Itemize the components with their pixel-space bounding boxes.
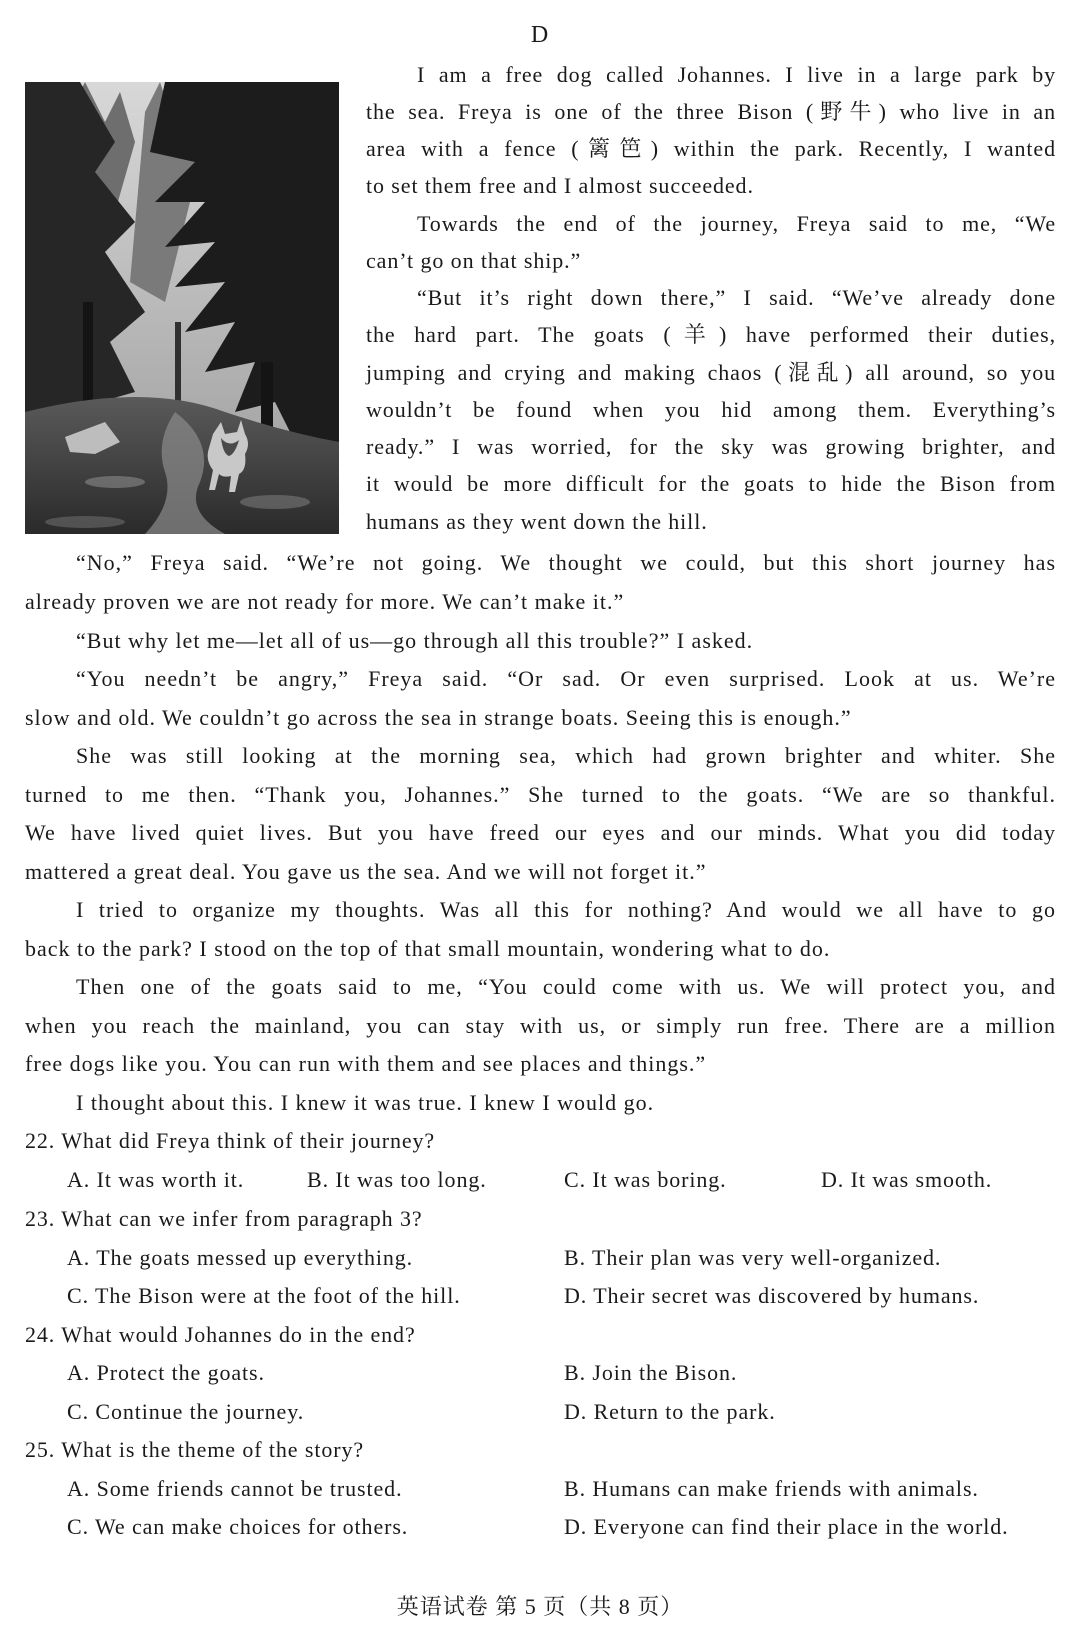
- passage-line: jumping and crying and making chaos (混乱) all around, so you: [366, 360, 1056, 385]
- passage-line: can’t go on that ship.”: [366, 248, 582, 273]
- passage-line: “But why let me—let all of us—go through all this trouble?” I asked.: [76, 628, 754, 653]
- question-24-option-c[interactable]: C. Continue the journey.: [67, 1399, 305, 1424]
- question-22-stem: 22. What did Freya think of their journey?: [25, 1128, 436, 1153]
- passage-line: ready.” I was worried, for the sky was growing brighter, and: [366, 434, 1056, 459]
- passage-line: free dogs like you. You can run with them and see places and things.”: [25, 1051, 707, 1076]
- page-footer: 英语试卷 第 5 页（共 8 页）: [396, 1594, 684, 1619]
- passage-line: it would be more difficult for the goats to hide the Bison from: [366, 471, 1056, 496]
- passage-line: I am a free dog called Johannes. I live in a large park by: [417, 62, 1056, 87]
- question-23-option-b[interactable]: B. Their plan was very well-organized.: [564, 1245, 942, 1270]
- passage-line: the hard part. The goats (羊) have performed their duties,: [366, 322, 1056, 347]
- forest-dog-illustration: [25, 82, 339, 534]
- passage-label: D: [530, 22, 550, 48]
- question-24-option-d[interactable]: D. Return to the park.: [564, 1399, 776, 1424]
- question-25-option-c[interactable]: C. We can make choices for others.: [67, 1514, 409, 1539]
- passage-line: I thought about this. I knew it was true. I knew I would go.: [76, 1090, 655, 1115]
- passage-line: back to the park? I stood on the top of that small mountain, wondering what to do.: [25, 936, 831, 961]
- question-23-stem: 23. What can we infer from paragraph 3?: [25, 1206, 423, 1231]
- passage-line: “No,” Freya said. “We’re not going. We thought we could, but this short journey has: [76, 550, 1056, 575]
- passage-line: mattered a great deal. You gave us the sea. And we will not forget it.”: [25, 859, 707, 884]
- question-24-option-a[interactable]: A. Protect the goats.: [67, 1360, 265, 1385]
- question-25-option-d[interactable]: D. Everyone can find their place in the world.: [564, 1514, 1009, 1539]
- passage-line: I tried to organize my thoughts. Was all this for nothing? And would we all have to go: [76, 897, 1056, 922]
- passage-line: the sea. Freya is one of the three Bison (野牛) who live in an: [366, 99, 1056, 124]
- question-22-option-c[interactable]: C. It was boring.: [564, 1167, 727, 1192]
- question-25-option-a[interactable]: A. Some friends cannot be trusted.: [67, 1476, 403, 1501]
- passage-line: wouldn’t be found when you hid among them. Everything’s: [366, 397, 1056, 422]
- passage-line: when you reach the mainland, you can stay with us, or simply run free. There are a million: [25, 1013, 1056, 1038]
- passage-line: to set them free and I almost succeeded.: [366, 173, 754, 198]
- passage-line: already proven we are not ready for more. We can’t make it.”: [25, 589, 625, 614]
- question-22-option-d[interactable]: D. It was smooth.: [821, 1167, 993, 1192]
- passage-line: Then one of the goats said to me, “You could come with us. We will protect you, and: [76, 974, 1056, 999]
- passage-line: area with a fence (篱笆) within the park. Recently, I wanted: [366, 136, 1056, 161]
- question-25-stem: 25. What is the theme of the story?: [25, 1437, 365, 1462]
- passage-line: Towards the end of the journey, Freya said to me, “We: [417, 211, 1056, 236]
- passage-line: slow and old. We couldn’t go across the sea in strange boats. Seeing this is enough.”: [25, 705, 852, 730]
- question-24-stem: 24. What would Johannes do in the end?: [25, 1322, 416, 1347]
- passage-line: “But it’s right down there,” I said. “We’ve already done: [417, 285, 1056, 310]
- question-24-option-b[interactable]: B. Join the Bison.: [564, 1360, 738, 1385]
- question-25-option-b[interactable]: B. Humans can make friends with animals.: [564, 1476, 979, 1501]
- passage-line: She was still looking at the morning sea, which had grown brighter and whiter. She: [76, 743, 1056, 768]
- passage-line: humans as they went down the hill.: [366, 509, 708, 534]
- question-23-option-a[interactable]: A. The goats messed up everything.: [67, 1245, 414, 1270]
- passage-line: We have lived quiet lives. But you have freed our eyes and our minds. What you did today: [25, 820, 1056, 845]
- question-23-option-c[interactable]: C. The Bison were at the foot of the hill.: [67, 1283, 461, 1308]
- question-22-option-a[interactable]: A. It was worth it.: [67, 1167, 245, 1192]
- passage-line: turned to me then. “Thank you, Johannes.” She turned to the goats. “We are so thankful.: [25, 782, 1056, 807]
- question-22-option-b[interactable]: B. It was too long.: [307, 1167, 487, 1192]
- passage-line: “You needn’t be angry,” Freya said. “Or sad. Or even surprised. Look at us. We’re: [76, 666, 1056, 691]
- question-23-option-d[interactable]: D. Their secret was discovered by humans.: [564, 1283, 980, 1308]
